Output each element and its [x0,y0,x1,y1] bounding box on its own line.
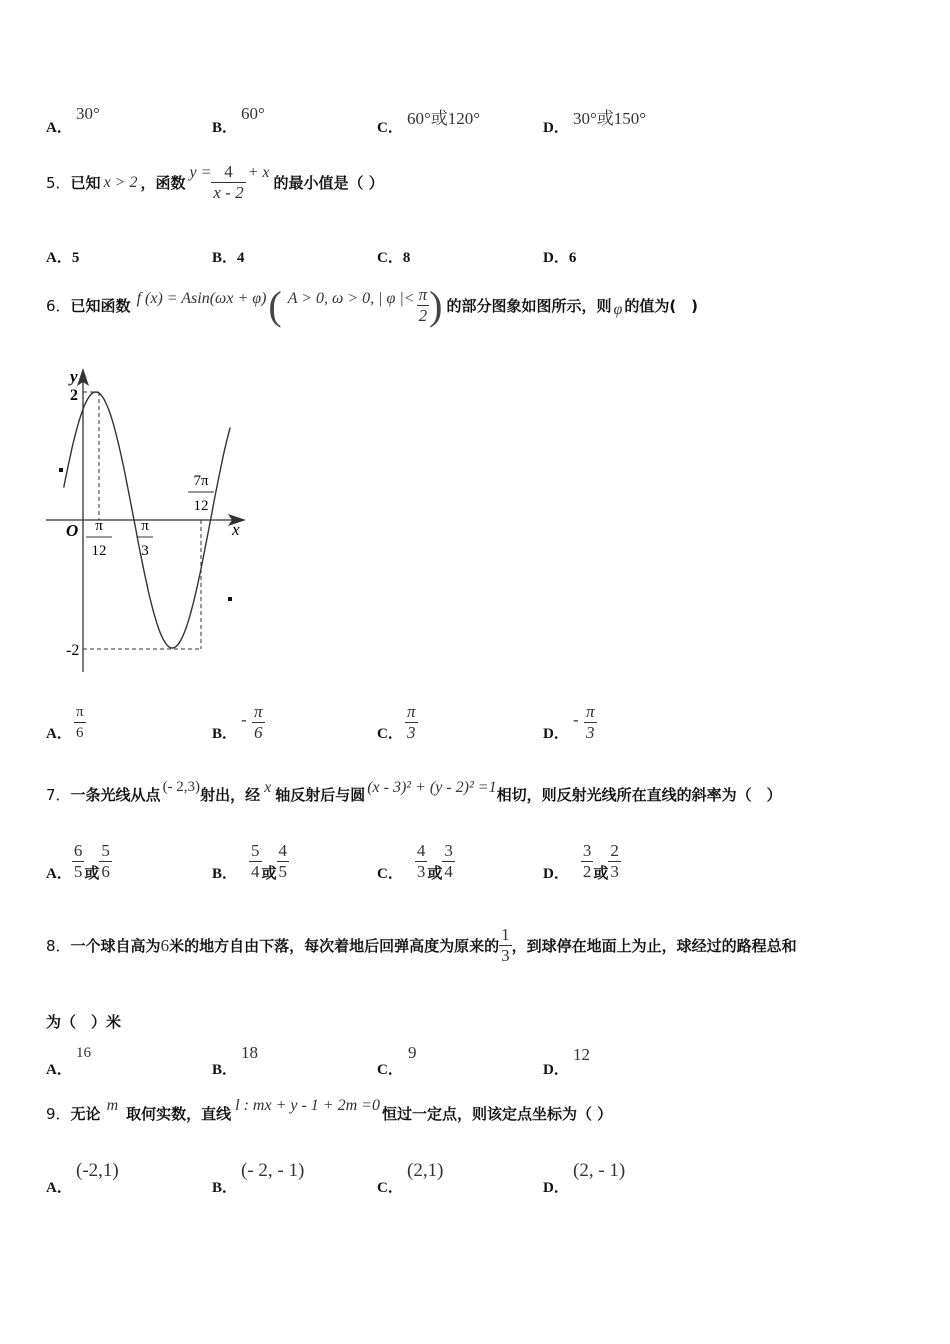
q8-option-b-value: 18 [241,1043,258,1062]
q8-number: 8． [46,937,71,955]
q7-d-num2: 2 [610,841,619,860]
q6-cond-fraction [417,285,430,326]
q7-c-num2: 3 [444,841,453,860]
curve-end-point [228,597,232,601]
q6-phi: φ [613,300,623,318]
q6-right-paren: ) [429,282,443,328]
q6-option-d-num: π [586,702,595,721]
q7-option-b-frac1 [249,841,262,882]
q7-c-num1: 4 [416,841,426,860]
q5-option-a-label: A． [46,250,72,266]
q6-option-d-den: 3 [586,723,595,742]
q7-suffix: 相切，则反射光线所在直线的斜率为（ ） [496,786,782,804]
q9-suffix: 恒过一定点，则该定点坐标为（ ） [381,1105,613,1123]
q5-condition: x > 2 [103,173,138,191]
q8-option-a-value: 16 [76,1045,91,1061]
q7-mid2: 轴反射后与圆 [275,786,366,804]
q8-frac-den: 3 [501,946,510,965]
q8-fraction [499,925,512,966]
q9-var: m [106,1096,119,1114]
y-axis-label: y [70,367,78,386]
q8-option-d-value: 12 [573,1045,590,1064]
q7-c-den2: 4 [444,862,453,881]
q9-mid1: 取何实数，直线 [126,1105,232,1123]
q7-b-num1: 5 [251,841,260,860]
q6-number: 6． [46,297,71,315]
q4-option-a-value: 30° [76,104,100,123]
q5-option-c[interactable] [377,246,410,267]
q7-option-a-frac2 [99,841,112,882]
q6-condition: A > 0, ω > 0, | φ |< [287,289,415,307]
q7-option-c-or: 或 [427,864,443,882]
q6-option-b-num: π [254,702,263,721]
q6-option-a-num: π [76,704,84,720]
q6-option-c-num: π [407,702,416,721]
q6-cond-num: π [418,285,428,304]
q9-number: 9． [46,1105,71,1123]
q5-option-c-value: 8 [402,250,411,266]
q7-axis: x [264,778,272,796]
q7-a-num1: 6 [73,841,83,860]
q8-mid: 米的地方自由下落，每次着地后回弹高度为原来的 [169,937,500,955]
q6-option-c-label[interactable]: C． [377,726,403,742]
q5-func-tail: + x [247,163,270,181]
q5-func-den: x - 2 [213,183,244,202]
q7-mid1: 射出，经 [200,786,261,804]
q8-suffix: ，到球停在地面上为止，球经过的路程总和 [511,937,797,955]
q9-line-equation: l : mx + y - 1 + 2m =0 [235,1096,380,1114]
q7-option-c-frac1 [415,841,428,882]
q7-d-den2: 3 [610,862,619,881]
q7-a-den1: 5 [73,862,83,881]
q7-point: (- 2,3) [162,779,201,795]
q9-option-c-value: (2,1) [407,1160,444,1181]
q9-option-b-value: (- 2, - 1) [241,1160,305,1181]
q7-d-den1: 2 [582,862,592,881]
q7-d-num1: 3 [582,841,592,860]
origin-label: O [66,521,79,540]
q5-option-a-value: 5 [71,250,80,266]
q6-stem [46,282,699,328]
q8-option-c-value: 9 [408,1043,417,1062]
q5-func-num: 4 [224,162,233,181]
q8-line2: 为（ ）米 [46,1013,122,1031]
q7-c-den1: 3 [416,862,426,881]
q5-stem [46,162,384,203]
q6-option-c-den: 3 [407,723,416,742]
q5-func-fraction [211,162,245,203]
q6-left-paren: ( [268,282,282,328]
q7-a-num2: 5 [101,841,110,860]
q5-option-d-label: D． [543,250,569,266]
q5-func-lhs: y = [189,163,212,181]
q7-option-d-label: D． [543,866,569,882]
q4-option-d-value: 30°或150° [573,109,647,128]
x-axis-label: x [232,520,240,539]
q7-option-b-label: B． [212,866,238,882]
q5-suffix: 的最小值是（ ） [273,174,384,192]
q6-option-a-den: 6 [74,722,86,743]
tick-pi12-num: π [95,518,103,534]
q4-option-c-label[interactable]: C． [377,120,403,136]
q7-option-b-frac2 [277,841,290,882]
q6-option-b-value [252,702,265,743]
q6-option-a-value [74,702,86,743]
q5-number: 5． [46,174,71,192]
y-min-label: -2 [66,642,80,659]
q8-height: 6 [160,935,170,955]
q7-option-c-frac2 [442,841,455,882]
q9-stem [46,1096,613,1124]
q9-option-d-value: (2, - 1) [573,1160,626,1181]
q9-option-d-label[interactable]: D． [543,1180,569,1196]
q7-a-den2: 6 [101,862,110,881]
q5-comma: ，函数 [140,174,186,192]
q8-option-a-label[interactable]: A． [46,1062,72,1078]
q7-option-a-or: 或 [84,864,100,882]
tick-pi3-den: 3 [141,543,149,559]
q7-option-d-or: 或 [593,864,609,882]
q7-option-d[interactable] [543,840,621,883]
q7-option-a-label: A． [46,866,72,882]
q9-option-a-label[interactable]: A． [46,1180,72,1196]
q5-option-b-label: B． [212,250,238,266]
q6-sine-graph [40,360,260,680]
q7-circle: (x - 3)² + (y - 2)² =1 [367,778,497,796]
q7-b-den1: 4 [251,862,260,881]
q8-prefix: 一个球自高为 [70,937,161,955]
q8-frac-num: 1 [501,925,510,944]
q8-option-c-label[interactable]: C． [377,1062,403,1078]
q6-option-d-sign: - [573,710,579,729]
q6-suffix: 的值为( ) [624,297,699,315]
q6-option-d-label[interactable]: D． [543,726,569,742]
q6-middle: 的部分图象如图所示，则 [446,297,612,315]
q4-option-d-label[interactable]: D． [543,120,569,136]
q9-prefix: 无论 [70,1105,101,1123]
curve-start-point [59,468,63,472]
tick-7pi12-num: 7π [193,473,209,489]
q8-stem [46,925,797,966]
q7-stem [46,778,782,805]
q4-option-b-label[interactable]: B． [212,120,238,136]
q7-b-den2: 5 [278,862,288,881]
q4-option-a-label[interactable]: A． [46,120,72,136]
q7-option-a-frac1 [72,841,85,882]
q6-option-c-value [405,702,418,743]
q7-option-d-frac2 [608,841,621,882]
q9-option-b-label[interactable]: B． [212,1180,238,1196]
q5-option-a[interactable] [46,246,79,267]
tick-pi3-num: π [141,518,149,534]
q7-option-c-label: C． [377,866,403,882]
q5-option-c-label: C． [377,250,403,266]
q5-option-d-value: 6 [568,250,577,266]
q6-option-a-label[interactable]: A． [46,726,72,742]
q9-option-c-label[interactable]: C． [377,1180,403,1196]
q6-option-d-value [584,702,597,743]
q6-cond-den: 2 [418,306,428,325]
q5-option-b[interactable] [212,246,245,267]
q7-b-num2: 4 [278,841,288,860]
q6-option-b-label[interactable]: B． [212,726,238,742]
q6-function: f (x) = Asin(ωx + φ) [136,289,267,307]
q7-number: 7． [46,786,71,804]
y-max-label: 2 [70,387,78,404]
q5-prefix: 已知 [70,174,101,192]
q8-option-d-label[interactable]: D． [543,1062,569,1078]
q4-option-c-value: 60°或120° [407,109,481,128]
q8-option-b-label[interactable]: B． [212,1062,238,1078]
q4-option-b-value: 60° [241,104,265,123]
q6-option-b-sign: - [241,710,247,729]
tick-pi12-den: 12 [91,543,107,559]
q5-option-d[interactable] [543,246,576,267]
q9-option-a-value: (-2,1) [76,1160,119,1181]
q6-option-b-den: 6 [254,723,263,742]
q7-option-d-frac1 [581,841,594,882]
q7-option-c[interactable] [377,840,455,883]
q7-prefix: 一条光线从点 [70,786,161,804]
tick-7pi12-den: 12 [193,498,209,514]
q5-option-b-value: 4 [237,250,245,266]
q7-option-b-or: 或 [261,864,277,882]
q6-prefix: 已知函数 [70,297,131,315]
q7-option-b[interactable] [212,840,289,883]
q7-option-a[interactable] [46,840,112,883]
